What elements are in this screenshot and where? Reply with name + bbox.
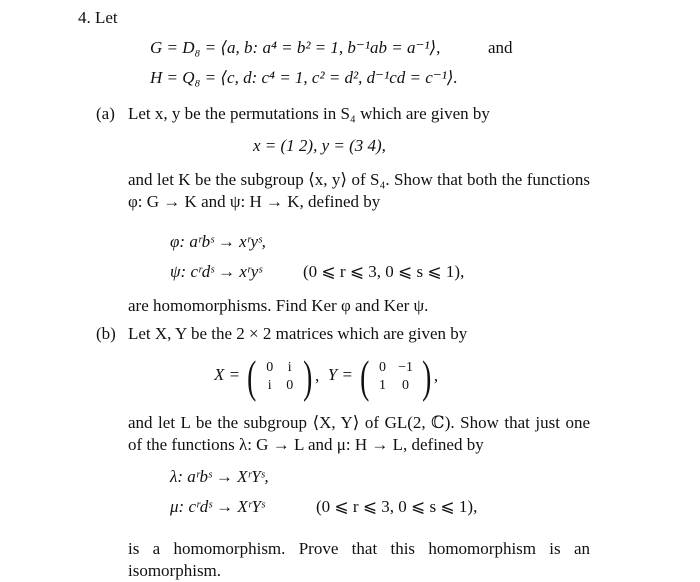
mu-definition: μ: cʳdˢ → XʳYˢ: [170, 497, 265, 516]
matrix-row: [214, 352, 438, 400]
problem-number: 4.: [78, 8, 91, 27]
part-b-paragraph: and let L be the subgroup ⟨X, Y⟩ of GL(2, ℂ). Show that just one of the functions λ: G → L and μ: H → L, defined by: [128, 413, 590, 454]
psi-range: (0 ⩽ r ⩽ 3, 0 ⩽ s ⩽ 1),: [303, 262, 465, 281]
part-b-label: (b): [96, 324, 116, 343]
part-a-intro: Let x, y be the permutations in S₄ which are given by: [128, 104, 490, 123]
phi-definition: φ: aʳbˢ → xʳyˢ,: [170, 232, 266, 251]
permutations-definition: x = (1 2), y = (3 4),: [253, 136, 386, 155]
part-b-intro: Let X, Y be the 2 × 2 matrices which are given by: [128, 324, 468, 343]
matrix-X-entry: 0: [286, 377, 294, 393]
group-G-definition: [150, 38, 440, 58]
matrix-Y-entry: 0: [379, 359, 387, 375]
part-a-label: (a): [96, 104, 115, 123]
matrix-X-entry: i: [287, 359, 292, 375]
and-word: and: [488, 38, 513, 57]
matrix-Y-entry: −1: [398, 359, 413, 375]
matrix-X-entry: i: [267, 377, 272, 393]
matrix-X: ( 0 i i 0 ) ,: [247, 350, 320, 402]
part-a-paragraph: and let K be the subgroup ⟨x, y⟩ of S₄. Show that both the functions φ: G → K and ψ: H → K, defined by: [128, 170, 590, 211]
group-G-text: G = D₈ = ⟨a, b: a⁴ = b² = 1, b⁻¹ab = a⁻¹⟩,: [150, 38, 441, 57]
group-H-definition: [150, 68, 458, 88]
lambda-definition: λ: aʳbˢ → XʳYˢ,: [170, 467, 269, 486]
matrix-X-entry: 0: [266, 359, 274, 375]
problem-header: [78, 8, 118, 28]
part-a-conclusion: are homomorphisms. Find Ker φ and Ker ψ.: [128, 296, 429, 315]
part-b-conclusion: is a homomorphism. Prove that this homomorphism is an isomorphism.: [128, 539, 590, 580]
matrix-Y-entry: 1: [379, 377, 387, 393]
matrix-Y-label: Y =: [327, 365, 353, 384]
psi-definition: ψ: cʳdˢ → xʳyˢ: [170, 262, 262, 281]
mu-range: (0 ⩽ r ⩽ 3, 0 ⩽ s ⩽ 1),: [316, 497, 478, 516]
matrix-Y: ( 0 −1 1 0 ) ,: [360, 350, 439, 402]
matrix-X-label: X =: [214, 365, 241, 384]
group-H-text: H = Q₈ = ⟨c, d: c⁴ = 1, c² = d², d⁻¹cd = c⁻¹⟩.: [150, 68, 458, 87]
problem-intro: Let: [95, 8, 118, 27]
matrix-Y-entry: 0: [402, 377, 410, 393]
